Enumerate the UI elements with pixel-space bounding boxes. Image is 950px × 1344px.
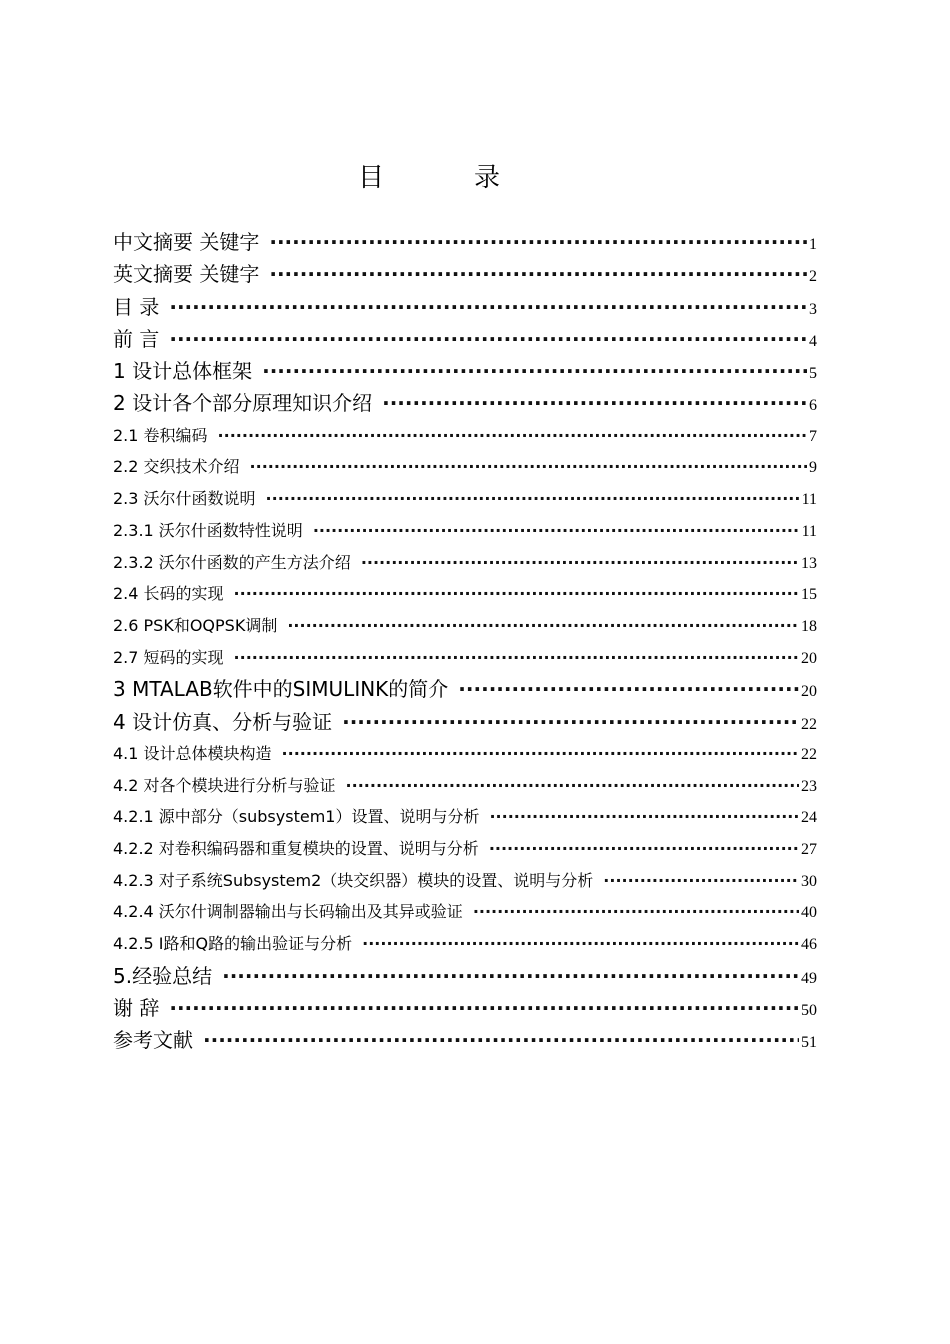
toc-entry-label: 4.2 对各个模块进行分析与验证 (113, 775, 336, 795)
toc-entry[interactable] (113, 770, 817, 802)
toc-entry-page-number: 5 (809, 365, 817, 383)
toc-dot-leader (169, 323, 807, 355)
toc-dot-leader (473, 896, 799, 928)
toc-entry-page-number: 51 (801, 1034, 817, 1052)
page-title: 目 录 (357, 163, 532, 193)
toc-entry-page-number: 49 (801, 969, 817, 987)
toc-entry-label: 3 MTALAB软件中的SIMULINK的简介 (113, 677, 449, 702)
toc-entry[interactable] (113, 801, 817, 833)
toc-entry-page-number: 18 (801, 617, 817, 635)
toc-dot-leader (282, 738, 799, 770)
toc-dot-leader (362, 928, 799, 960)
toc-dot-leader (342, 706, 799, 738)
toc-entry-label: 2.3 沃尔什函数说明 (113, 489, 256, 509)
toc-dot-leader (266, 483, 800, 515)
toc-dot-leader (203, 1024, 799, 1056)
toc-dot-leader (346, 770, 799, 802)
toc-entry[interactable] (113, 738, 817, 770)
toc-dot-leader (287, 610, 799, 642)
toc-entry-page-number: 22 (801, 745, 817, 763)
toc-entry-page-number: 11 (801, 522, 817, 540)
toc-dot-leader (361, 547, 799, 579)
toc-entry-page-number: 30 (801, 872, 817, 890)
toc-entry-label: 4 设计仿真、分析与验证 (113, 709, 333, 734)
toc-entry-page-number: 22 (801, 715, 817, 733)
toc-entry-label: 2.4 长码的实现 (113, 584, 224, 604)
toc-entry[interactable] (113, 483, 817, 515)
toc-entry-page-number: 9 (809, 459, 817, 477)
toc-dot-leader (250, 451, 807, 483)
toc-entry[interactable] (113, 960, 817, 992)
toc-entry-label: 4.2.4 沃尔什调制器输出与长码输出及其异或验证 (113, 902, 463, 922)
toc-entry[interactable] (113, 578, 817, 610)
toc-entry-label: 2.2 交织技术介绍 (113, 457, 240, 477)
toc-dot-leader (169, 291, 807, 323)
toc-dot-leader (222, 960, 799, 992)
toc-entry[interactable] (113, 610, 817, 642)
toc-entry-page-number: 3 (809, 300, 817, 318)
toc-entry-page-number: 15 (801, 586, 817, 604)
toc-entry-page-number: 20 (801, 683, 817, 701)
toc-entry-label: 1 设计总体框架 (113, 359, 253, 384)
toc-entry-page-number: 46 (801, 936, 817, 953)
toc-entry[interactable] (113, 451, 817, 483)
toc-entry-page-number: 27 (801, 840, 817, 858)
toc-dot-leader (458, 673, 799, 705)
toc-entry-page-number: 13 (801, 554, 817, 572)
toc-entry[interactable] (113, 865, 817, 897)
toc-entry-page-number: 7 (809, 427, 817, 445)
toc-entry-label: 谢 辞 (113, 995, 160, 1020)
toc-entry-page-number: 40 (801, 904, 817, 922)
toc-entry-label: 前 言 (113, 326, 160, 351)
toc-entry-page-number: 4 (809, 332, 817, 350)
toc-entry-label: 4.2.2 对卷积编码器和重复模块的设置、说明与分析 (113, 838, 479, 858)
toc-entry[interactable] (113, 226, 817, 258)
toc-dot-leader (269, 258, 807, 290)
toc-entry-label: 2.6 PSK和OQPSK调制 (113, 615, 278, 635)
toc-entry[interactable] (113, 547, 817, 579)
toc-entry[interactable] (113, 992, 817, 1024)
toc-entry-label: 2 设计各个部分原理知识介绍 (113, 391, 373, 416)
toc-entry-label: 英文摘要 关键字 (113, 262, 260, 287)
toc-entry[interactable] (113, 642, 817, 674)
toc-entry-label: 5.经验总结 (113, 963, 213, 988)
toc-entry-page-number: 50 (801, 1001, 817, 1019)
toc-entry-label: 目 录 (113, 294, 160, 319)
toc-entry[interactable] (113, 387, 817, 419)
toc-dot-leader (234, 578, 799, 610)
toc-entry-label: 4.1 设计总体模块构造 (113, 743, 272, 763)
toc-dot-leader (382, 387, 807, 419)
toc-entry-label: 参考文献 (113, 1028, 193, 1053)
toc-entry[interactable] (113, 515, 817, 547)
toc-entry-label: 4.2.5 I路和Q路的输出验证与分析 (113, 934, 353, 953)
toc-entry[interactable] (113, 833, 817, 865)
toc-entry-page-number: 20 (801, 649, 817, 667)
toc-entry-label: 4.2.3 对子系统Subsystem2（块交织器）模块的设置、说明与分析 (113, 870, 594, 890)
toc-entry-page-number: 2 (809, 268, 817, 286)
table-of-contents (113, 226, 817, 1057)
toc-entry-page-number: 1 (809, 236, 817, 253)
toc-dot-leader (218, 420, 807, 452)
toc-dot-leader (489, 833, 799, 865)
toc-entry-label: 4.2.1 源中部分（subsystem1）设置、说明与分析 (113, 807, 480, 827)
toc-dot-leader (489, 801, 799, 833)
toc-entry[interactable] (113, 420, 817, 452)
toc-entry[interactable] (113, 706, 817, 738)
toc-entry-page-number: 23 (801, 777, 817, 795)
toc-entry-label: 2.3.1 沃尔什函数特性说明 (113, 520, 303, 540)
toc-entry-page-number: 11 (801, 491, 817, 509)
toc-entry-page-number: 6 (809, 397, 817, 415)
toc-entry[interactable] (113, 355, 817, 387)
toc-dot-leader (603, 865, 799, 897)
toc-entry-page-number: 24 (801, 809, 817, 827)
toc-entry[interactable] (113, 258, 817, 290)
toc-entry-label: 中文摘要 关键字 (113, 230, 260, 254)
toc-entry[interactable] (113, 673, 817, 705)
toc-entry[interactable] (113, 1024, 817, 1056)
toc-entry[interactable] (113, 928, 817, 960)
toc-entry-label: 2.1 卷积编码 (113, 425, 208, 445)
toc-entry[interactable] (113, 323, 817, 355)
toc-dot-leader (262, 355, 807, 387)
toc-entry-label: 2.3.2 沃尔什函数的产生方法介绍 (113, 552, 351, 572)
toc-entry[interactable] (113, 896, 817, 928)
toc-dot-leader (269, 226, 807, 258)
toc-dot-leader (234, 642, 799, 674)
toc-entry[interactable] (113, 291, 817, 323)
toc-dot-leader (169, 992, 799, 1024)
toc-dot-leader (313, 515, 800, 547)
toc-entry-label: 2.7 短码的实现 (113, 647, 224, 667)
